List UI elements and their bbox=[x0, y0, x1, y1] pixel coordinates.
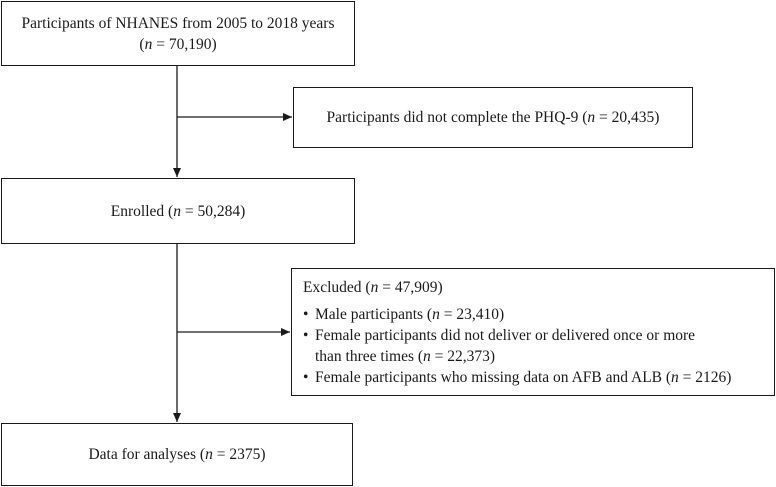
source-population-box bbox=[1, 1, 355, 66]
not-completed-phq9-box bbox=[293, 87, 693, 148]
excluded-box bbox=[291, 268, 775, 396]
enrolled-box bbox=[1, 178, 355, 244]
source-title: Participants of NHANES from 2005 to 2018 years bbox=[21, 14, 335, 32]
excluded-title: Excluded (n = 47,909) bbox=[303, 279, 443, 296]
analysis-box bbox=[1, 423, 353, 486]
source-count: (n = 70,190) bbox=[139, 35, 217, 53]
exclusion-list bbox=[303, 304, 764, 388]
analysis-text: Data for analyses (n = 2375) bbox=[88, 446, 266, 463]
exclusion-item-male: • Male participants (n = 23,410) bbox=[303, 306, 505, 323]
exclusion-item-delivery: • Female participants did not deliver or delivered once or more than three times (n = 22,373) bbox=[303, 327, 696, 365]
exclusion-item-missing-data: • Female participants who missing data on AFB and ALB (n = 2126) bbox=[303, 369, 732, 386]
not-completed-text: Participants did not complete the PHQ-9 (n = 20,435) bbox=[326, 109, 660, 126]
enrolled-text: Enrolled (n = 50,284) bbox=[110, 202, 246, 220]
